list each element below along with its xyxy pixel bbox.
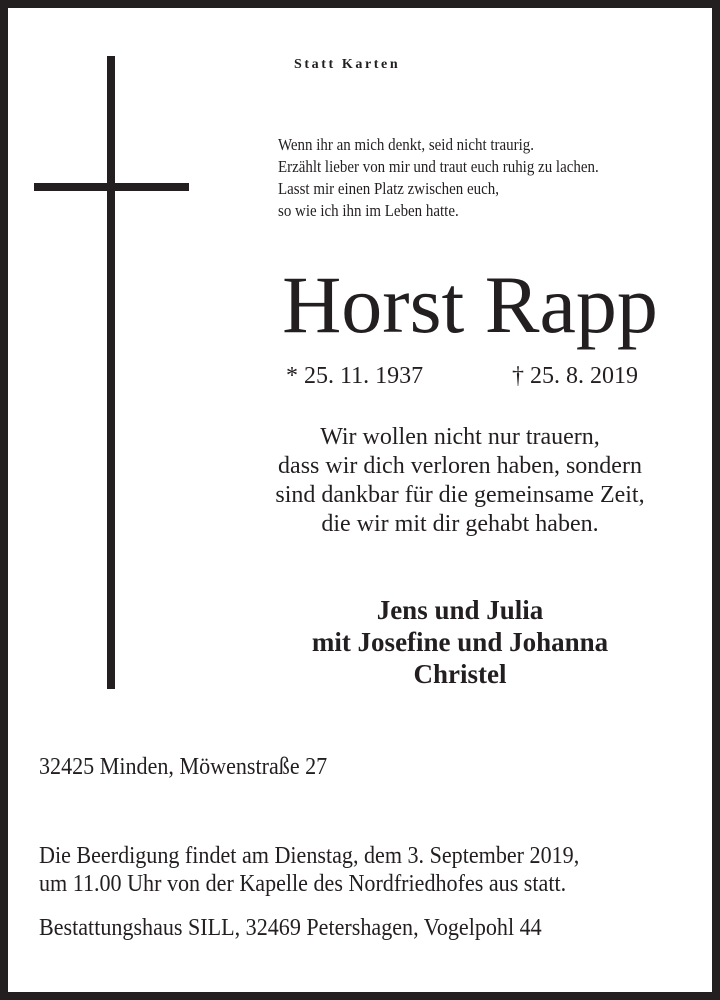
family-address [39, 753, 352, 781]
verse-line: Wir wollen nicht nur trauern, [320, 424, 600, 450]
verse-line: sind dankbar für die gemeinsame Zeit, [275, 482, 645, 508]
birth-date: * 25. 11. 1937 [286, 363, 424, 389]
header-statt-karten: Statt Karten [294, 57, 401, 72]
deceased-name: Horst Rapp [282, 259, 658, 350]
death-date: † 25. 8. 2019 [512, 363, 638, 389]
mourner-line: Jens und Julia [376, 595, 544, 625]
verse-line: dass wir dich verloren haben, sondern [278, 453, 642, 479]
undertaker-text: Bestattungshaus SILL, 32469 Petershagen, Vogelpohl 44 [39, 915, 542, 941]
poem-line: Erzählt lieber von mir und traut euch ruhig zu lachen. [278, 157, 599, 176]
undertaker-info [39, 914, 585, 942]
mourner-line: mit Josefine und Johanna [311, 627, 609, 657]
mourners [240, 594, 680, 690]
cross-vertical-bar [107, 56, 115, 689]
cross-horizontal-bar [34, 183, 189, 191]
verse-line: die wir mit dir gehabt haben. [321, 511, 599, 537]
funeral-line: um 11.00 Uhr von der Kapelle des Nordfriedhofes aus statt. [39, 871, 567, 897]
funeral-line: Die Beerdigung findet am Dienstag, dem 3. September 2019, [39, 843, 580, 869]
poem [278, 134, 642, 222]
memorial-verse [240, 423, 680, 539]
poem-line: so wie ich ihn im Leben hatte. [278, 201, 459, 220]
poem-line: Wenn ihr an mich denkt, seid nicht traurig. [278, 135, 534, 154]
poem-line: Lasst mir einen Platz zwischen euch, [278, 179, 500, 198]
funeral-info [39, 842, 626, 898]
address-text: 32425 Minden, Möwenstraße 27 [39, 754, 328, 780]
mourner-line: Christel [413, 659, 507, 689]
